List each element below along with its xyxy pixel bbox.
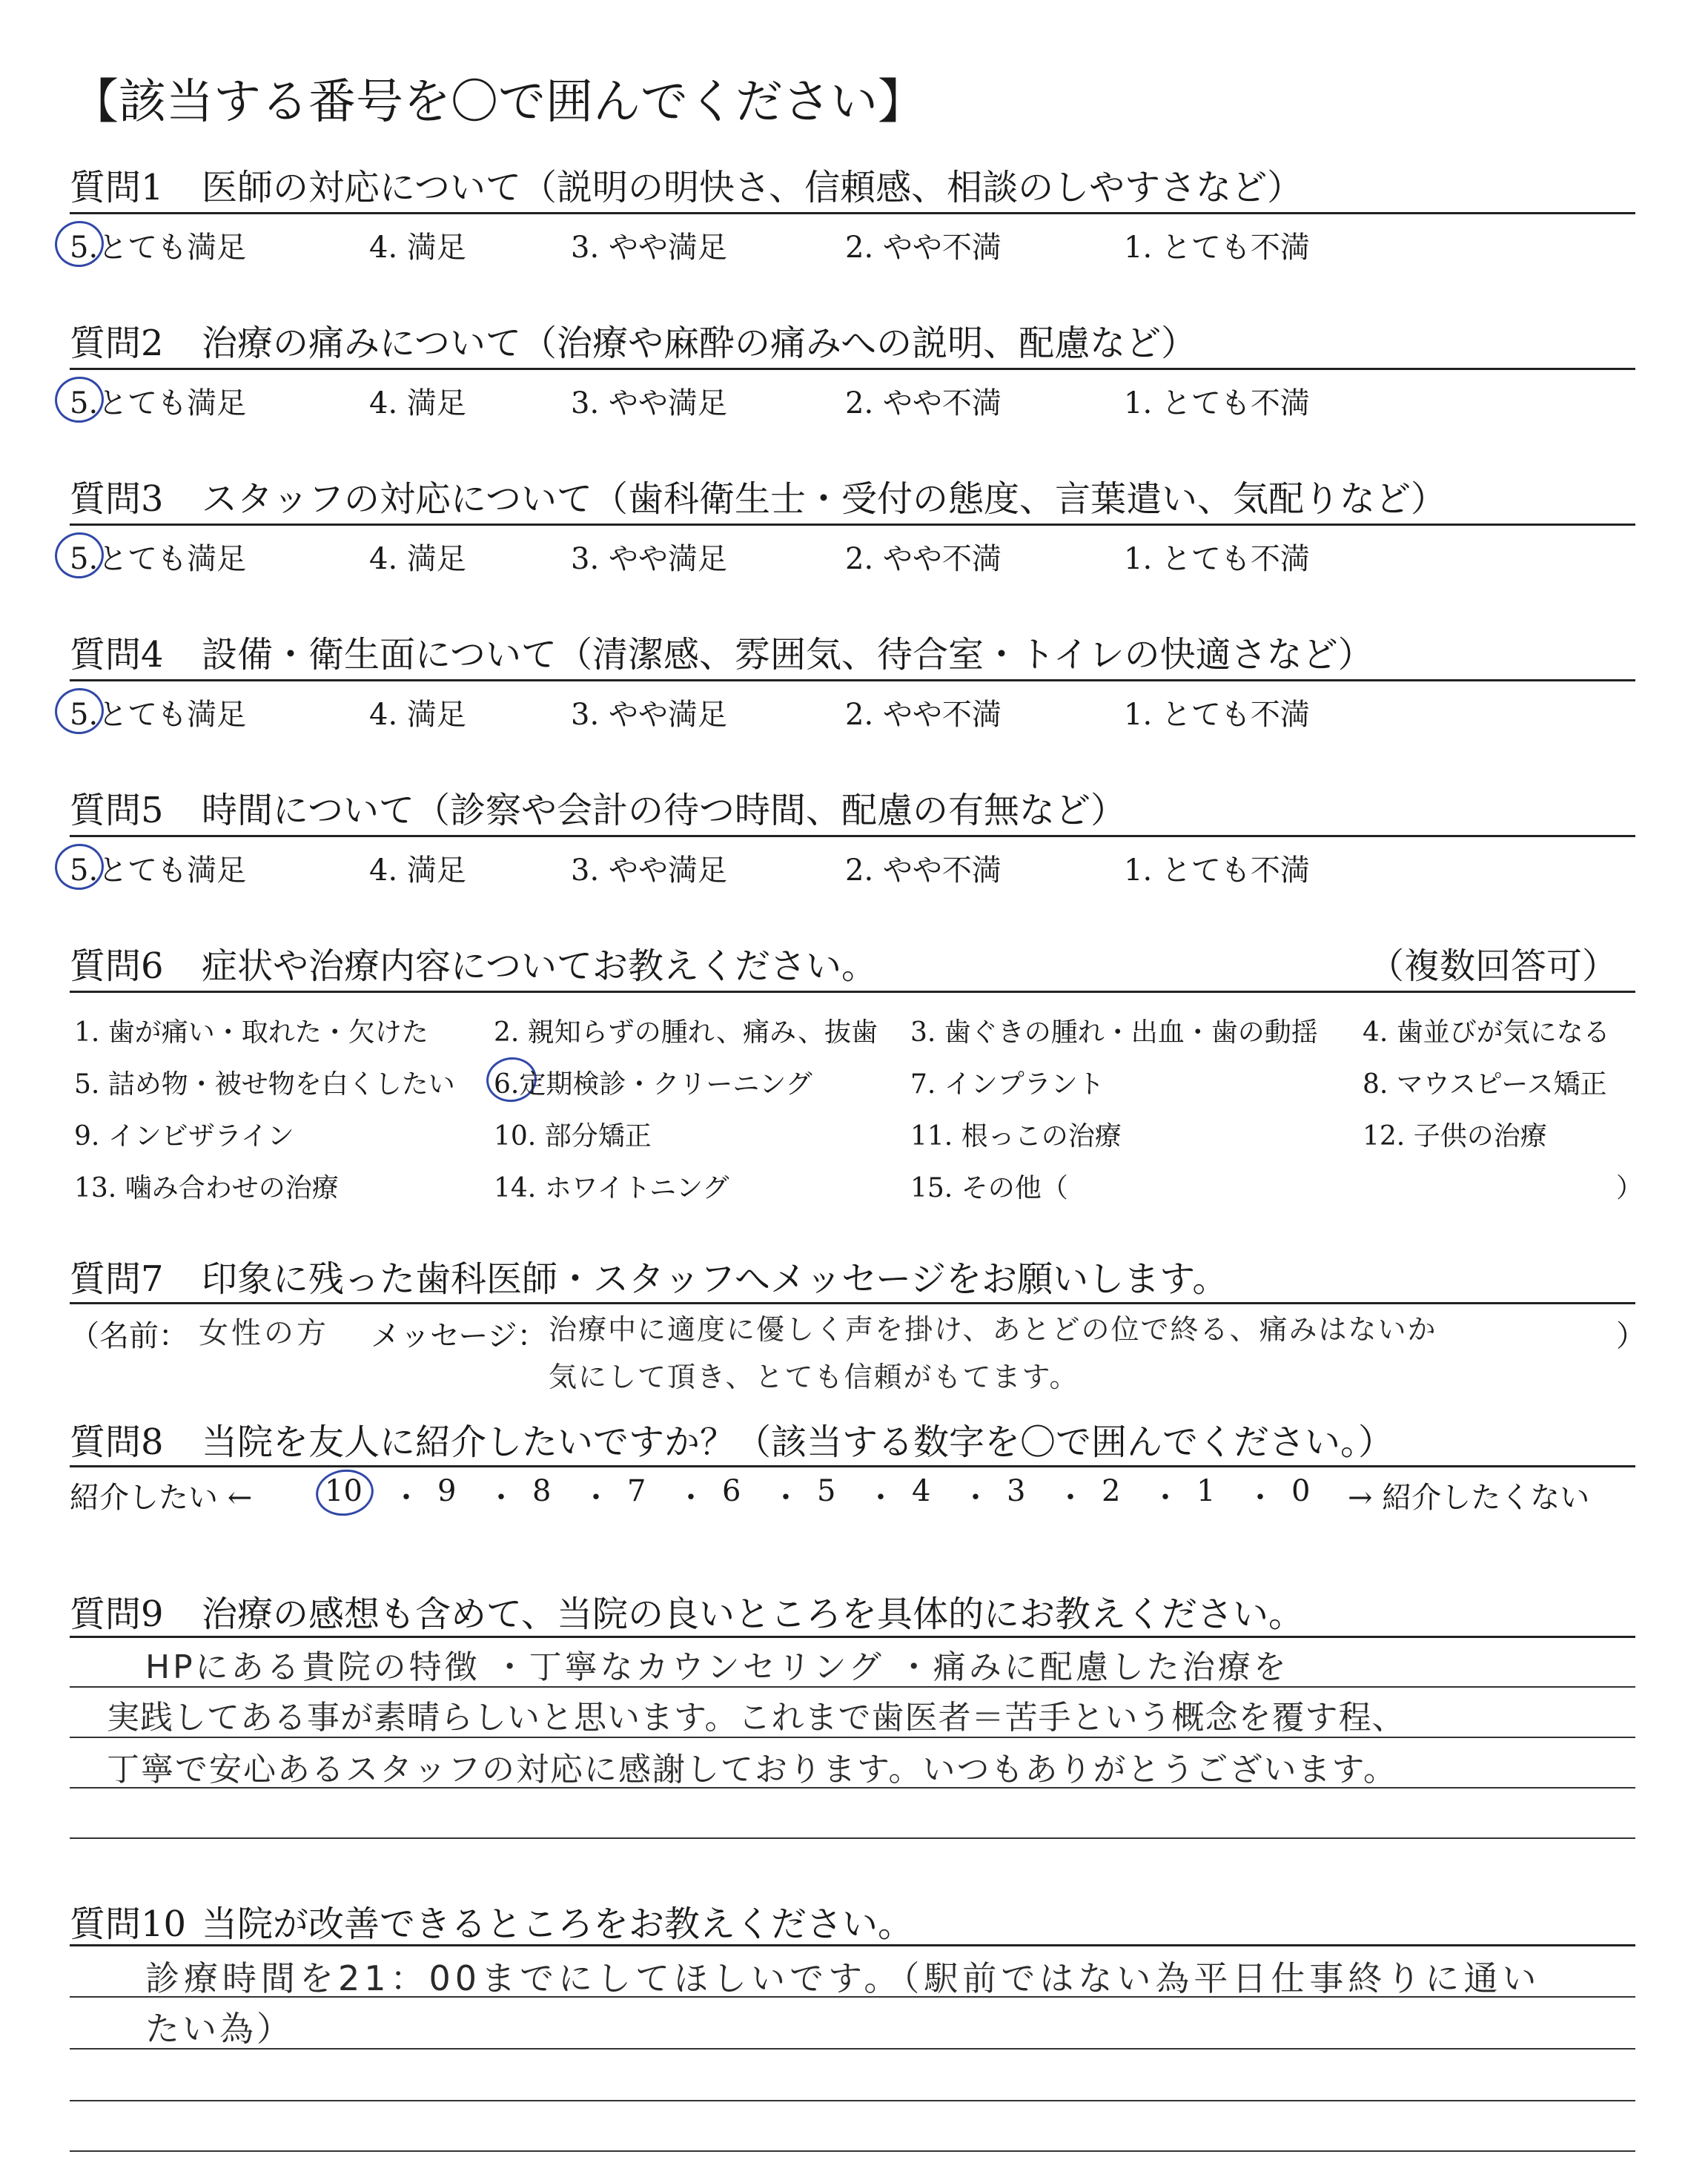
q5-option-1[interactable]: 1. とても不満 xyxy=(1124,853,1310,888)
q4-option-5[interactable]: 5.とても満足 xyxy=(70,698,247,732)
q5-option-4[interactable]: 4. 満足 xyxy=(369,853,466,888)
q8-number-10[interactable]: 10 xyxy=(325,1474,363,1508)
answer-line xyxy=(70,1837,1635,1839)
dot-separator: ・ xyxy=(961,1481,990,1515)
q6-item-7[interactable]: 7. インプラント xyxy=(910,1069,1105,1100)
question-1-text: 医師の対応について（説明の明快さ、信頼感、相談のしやすさなど） xyxy=(202,167,1303,208)
q8-number-2[interactable]: 2 xyxy=(1102,1474,1121,1508)
q6-item-11[interactable]: 11. 根っこの治療 xyxy=(910,1121,1122,1152)
q8-number-9[interactable]: 9 xyxy=(437,1474,457,1508)
q6-item-13[interactable]: 13. 噛み合わせの治療 xyxy=(74,1173,339,1203)
q7-name-label: （名前： xyxy=(70,1319,188,1353)
question-1-rule xyxy=(70,212,1635,214)
dot-separator: ・ xyxy=(676,1481,706,1515)
q6-item-3[interactable]: 3. 歯ぐきの腫れ・出血・歯の動揺 xyxy=(910,1017,1318,1048)
answer-line xyxy=(70,1686,1635,1688)
dot-separator: ・ xyxy=(1151,1481,1180,1515)
question-2-number: 質問2 xyxy=(70,323,164,364)
q8-number-5[interactable]: 5 xyxy=(817,1474,836,1508)
q3-option-3[interactable]: 3. やや満足 xyxy=(571,542,727,576)
q6-item-9[interactable]: 9. インビザライン xyxy=(74,1121,294,1152)
question-6-text: 症状や治療内容についてお教えください。 xyxy=(202,945,878,987)
q7-message-label: メッセージ： xyxy=(371,1319,547,1353)
question-8 xyxy=(70,1413,1394,1464)
q8-number-8[interactable]: 8 xyxy=(532,1474,552,1508)
q6-item-2[interactable]: 2. 親知らずの腫れ、痛み、抜歯 xyxy=(494,1017,878,1048)
question-7-number: 質問7 xyxy=(70,1258,164,1300)
question-5 xyxy=(70,782,1126,833)
question-3-text: スタッフの対応について（歯科衛生士・受付の態度、言葉遣い、気配りなど） xyxy=(202,478,1447,520)
question-6-number: 質問6 xyxy=(70,945,164,987)
question-5-number: 質問5 xyxy=(70,790,164,831)
question-3-rule xyxy=(70,524,1635,526)
question-2-text: 治療の痛みについて（治療や麻酔の痛みへの説明、配慮など） xyxy=(202,323,1197,364)
question-6 xyxy=(70,937,877,988)
q7-close-paren: ） xyxy=(1616,1319,1646,1353)
question-10 xyxy=(70,1895,913,1946)
page-title: 【該当する番号を〇で囲んでください】 xyxy=(71,75,925,130)
q6-item-10[interactable]: 10. 部分矯正 xyxy=(494,1121,652,1152)
q8-number-7[interactable]: 7 xyxy=(627,1474,646,1508)
q8-right-label: → 紹介したくない xyxy=(1348,1481,1590,1515)
q4-option-1[interactable]: 1. とても不満 xyxy=(1124,698,1310,732)
question-4-text: 設備・衛生面について（清潔感、雰囲気、待合室・トイレの快適さなど） xyxy=(202,634,1374,676)
q9-answer-line-1[interactable]: HPにある貴院の特徴 ・丁寧なカウンセリング ・痛みに配慮した治療を xyxy=(145,1648,1289,1686)
dot-separator: ・ xyxy=(1056,1481,1085,1515)
question-4-rule xyxy=(70,679,1635,681)
question-8-rule xyxy=(70,1465,1635,1467)
q6-item-6[interactable]: 6.定期検診・クリーニング xyxy=(494,1069,812,1100)
answer-line xyxy=(70,2048,1635,2050)
q2-option-4[interactable]: 4. 満足 xyxy=(369,386,466,420)
q9-answer-line-3[interactable]: 丁寧で安心あるスタッフの対応に感謝しております。いつもありがとうございます。 xyxy=(107,1751,1397,1789)
question-2-rule xyxy=(70,368,1635,370)
q6-item-15-close: ） xyxy=(1616,1173,1644,1203)
q8-number-3[interactable]: 3 xyxy=(1007,1474,1026,1508)
question-5-text: 時間について（診察や会計の待つ時間、配慮の有無など） xyxy=(202,790,1127,831)
q10-answer-line-2[interactable]: たい為） xyxy=(145,2009,294,2049)
question-7-text: 印象に残った歯科医師・スタッフへメッセージをお願いします。 xyxy=(202,1258,1228,1300)
question-10-number: 質問10 xyxy=(70,1903,187,1945)
question-1 xyxy=(70,159,1302,210)
dot-separator: ・ xyxy=(486,1481,516,1515)
question-2 xyxy=(70,314,1196,366)
q3-option-5[interactable]: 5.とても満足 xyxy=(70,542,247,576)
q1-option-2[interactable]: 2. やや不満 xyxy=(845,231,1002,265)
dot-separator: ・ xyxy=(581,1481,611,1515)
q2-option-5[interactable]: 5.とても満足 xyxy=(70,386,247,420)
dot-separator: ・ xyxy=(1245,1481,1275,1515)
question-6-note: （複数回答可） xyxy=(1368,945,1618,987)
q5-option-5[interactable]: 5.とても満足 xyxy=(70,853,247,888)
question-7 xyxy=(70,1250,1228,1301)
question-1-number: 質問1 xyxy=(70,167,164,208)
question-9 xyxy=(70,1585,1304,1636)
q6-item-12[interactable]: 12. 子供の治療 xyxy=(1363,1121,1547,1152)
q1-option-1[interactable]: 1. とても不満 xyxy=(1124,231,1310,265)
question-8-text: 当院を友人に紹介したいですか？（該当する数字を〇で囲んでください。） xyxy=(202,1421,1394,1463)
q7-message-line-2[interactable]: 気にして頂き、とても信頼がもてます。 xyxy=(549,1361,1079,1393)
question-10-rule xyxy=(70,1944,1635,1946)
dot-separator: ・ xyxy=(866,1481,896,1515)
q8-number-6[interactable]: 6 xyxy=(722,1474,741,1508)
question-9-text: 治療の感想も含めて、当院の良いところを具体的にお教えください。 xyxy=(202,1593,1305,1635)
q9-answer-line-2[interactable]: 実践してある事が素晴らしいと思います。これまで歯医者＝苦手という概念を覆す程、 xyxy=(107,1699,1406,1737)
q3-option-2[interactable]: 2. やや不満 xyxy=(845,542,1002,576)
q6-item-1[interactable]: 1. 歯が痛い・取れた・欠けた xyxy=(74,1017,428,1048)
answer-line xyxy=(70,1737,1635,1738)
q5-option-3[interactable]: 3. やや満足 xyxy=(571,853,727,888)
q4-option-3[interactable]: 3. やや満足 xyxy=(571,698,727,732)
dot-separator: ・ xyxy=(771,1481,801,1515)
q1-option-5[interactable]: 5.とても満足 xyxy=(70,231,247,265)
q6-item-8[interactable]: 8. マウスピース矯正 xyxy=(1363,1069,1607,1100)
q6-item-15[interactable]: 15. その他（ xyxy=(910,1173,1068,1203)
question-3 xyxy=(70,470,1446,521)
answer-line xyxy=(70,2100,1635,2101)
q6-item-5[interactable]: 5. 詰め物・被せ物を白くしたい xyxy=(74,1069,455,1100)
question-4 xyxy=(70,626,1374,677)
q3-option-1[interactable]: 1. とても不満 xyxy=(1124,542,1310,576)
question-5-rule xyxy=(70,835,1635,837)
q8-number-1[interactable]: 1 xyxy=(1196,1474,1216,1508)
question-6-rule xyxy=(70,991,1635,993)
q1-option-4[interactable]: 4. 満足 xyxy=(369,231,466,265)
question-7-rule xyxy=(70,1302,1635,1304)
q10-answer-line-1[interactable]: 診療時間を21：00までにしてほしいです。（駅前ではない為平日仕事終りに通い xyxy=(145,1958,1541,1998)
question-9-rule xyxy=(70,1636,1635,1638)
q3-option-4[interactable]: 4. 満足 xyxy=(369,542,466,576)
question-10-text: 当院が改善できるところをお教えください。 xyxy=(202,1903,914,1945)
q6-item-4[interactable]: 4. 歯並びが気になる xyxy=(1363,1017,1610,1048)
question-8-number: 質問8 xyxy=(70,1421,164,1463)
q2-option-1[interactable]: 1. とても不満 xyxy=(1124,386,1310,420)
q8-left-label: 紹介したい ← xyxy=(70,1481,253,1515)
answer-line xyxy=(70,2150,1635,2152)
answer-line xyxy=(70,1787,1635,1789)
q4-option-2[interactable]: 2. やや不満 xyxy=(845,698,1002,732)
answer-line xyxy=(70,1996,1635,1998)
q8-number-4[interactable]: 4 xyxy=(912,1474,931,1508)
q2-option-2[interactable]: 2. やや不満 xyxy=(845,386,1002,420)
q4-option-4[interactable]: 4. 満足 xyxy=(369,698,466,732)
question-3-number: 質問3 xyxy=(70,478,164,520)
question-4-number: 質問4 xyxy=(70,634,164,676)
q1-option-3[interactable]: 3. やや満足 xyxy=(571,231,727,265)
question-9-number: 質問9 xyxy=(70,1593,164,1635)
q7-message-line-1[interactable]: 治療中に適度に優しく声を掛け、あとどの位で終る、痛みはないか xyxy=(549,1313,1437,1346)
q8-number-0[interactable]: 0 xyxy=(1291,1474,1311,1508)
dot-separator: ・ xyxy=(391,1481,421,1515)
q2-option-3[interactable]: 3. やや満足 xyxy=(571,386,727,420)
q5-option-2[interactable]: 2. やや不満 xyxy=(845,853,1002,888)
q6-item-14[interactable]: 14. ホワイトニング xyxy=(494,1173,729,1203)
q7-name-value[interactable]: 女性の方 xyxy=(199,1316,329,1350)
